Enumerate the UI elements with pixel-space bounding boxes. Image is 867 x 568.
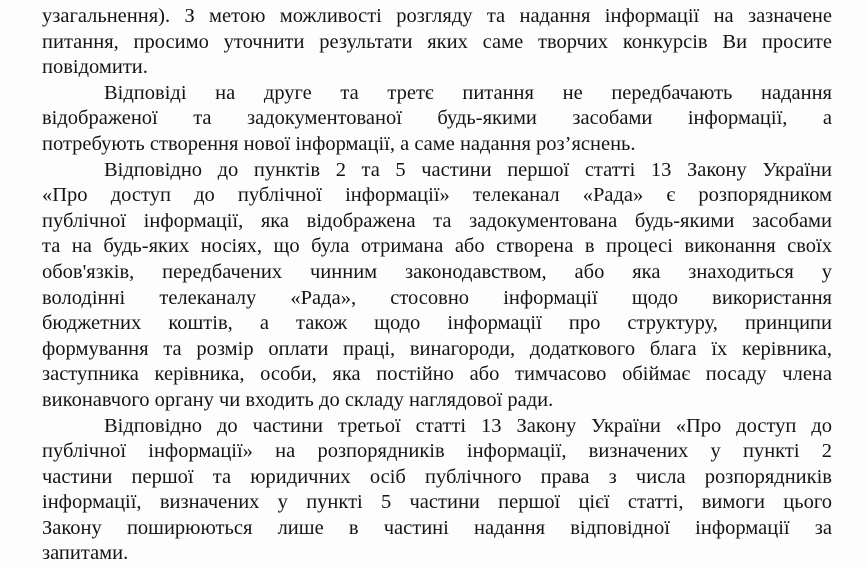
text-line: запитами. <box>42 542 129 565</box>
text-line: Відповіді на друге та третє питання не передбачають надання <box>104 81 832 104</box>
text-line: публічної інформації» на розпорядників інформації, визначених у пункті 2 <box>42 440 832 463</box>
text-line: бюджетних коштів, а також щодо інформації про структуру, принципи <box>42 312 832 335</box>
text-line: інформації, визначених у пункті 5 частини першої цієї статті, вимоги цього <box>42 491 832 514</box>
text-line: питання, просимо уточнити результати яких саме творчих конкурсів Ви просите <box>42 30 832 53</box>
text-line: виконавчого органу чи входить до складу наглядової ради. <box>42 388 554 411</box>
text-line: «Про доступ до публічної інформації» телеканал «Рада» є розпорядником <box>42 184 832 207</box>
text-line: публічної інформації, яка відображена та задокументована будь-якими засобами <box>42 209 832 232</box>
text-line: обов'язків, передбачених чинним законодавством, або яка знаходиться у <box>42 260 832 283</box>
text-line: відображеної та задокументованої будь-якими засобами інформації, а <box>42 107 832 130</box>
text-line: узагальнення). З метою можливості розгляду та надання інформації на зазначене <box>42 5 832 27</box>
text-line: Відповідно до пунктів 2 та 5 частини першої статті 13 Закону України <box>104 158 832 181</box>
text-line: заступника керівника, особи, яка постійно або тимчасово обіймає посаду члена <box>42 363 832 386</box>
text-line: та на будь-яких носіях, що була отримана або створена в процесі виконання своїх <box>42 235 832 258</box>
text-line: частини першої та юридичних осіб публічного права з числа розпорядників <box>42 465 832 488</box>
text-line: потребують створення нової інформації, а саме надання роз’яснень. <box>42 132 636 155</box>
text-line: повідомити. <box>42 56 148 79</box>
text-line: Закону поширюються лише в частині надання відповідної інформації за <box>42 516 832 539</box>
text-line: володінні телеканалу «Рада», стосовно інформації щодо використання <box>42 286 832 309</box>
text-line: Відповідно до частини третьої статті 13 Закону України «Про доступ до <box>104 414 832 437</box>
document-body <box>42 4 832 567</box>
text-line: формування та розмір оплати праці, винагороди, додаткового блага їх керівника, <box>42 337 832 360</box>
